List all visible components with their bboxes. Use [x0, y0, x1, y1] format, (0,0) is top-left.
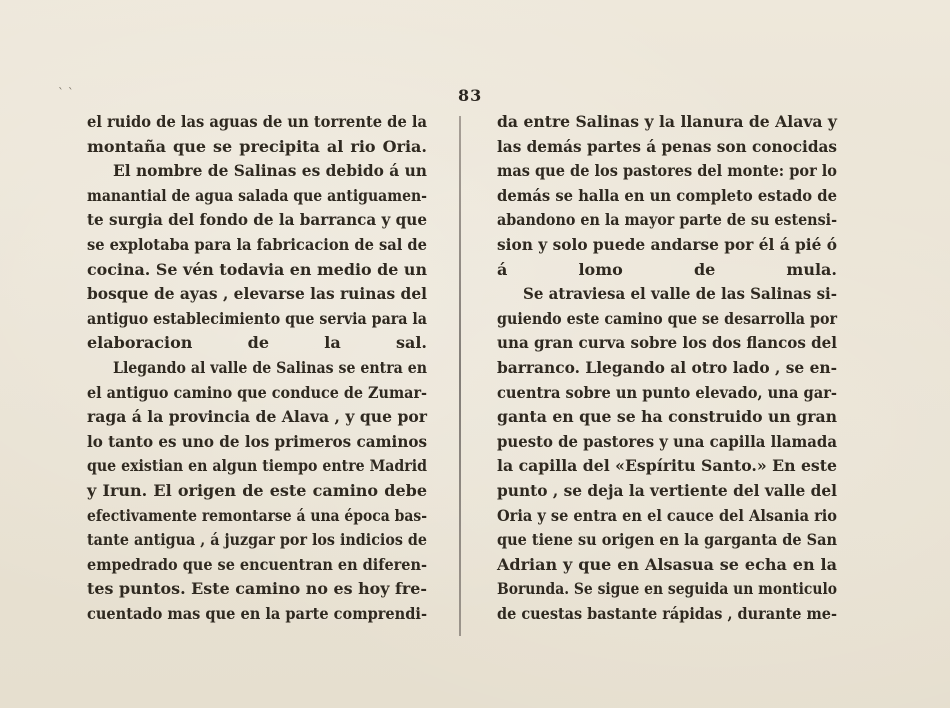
text-line: efectivamente remontarse á una época bas- — [87, 505, 427, 525]
text-line: cuentra sobre un punto elevado, una gar- — [497, 382, 837, 402]
page-number: 83 — [458, 86, 483, 105]
text-line: empedrado que se encuentran en diferen- — [87, 554, 427, 574]
text-line: da entre Salinas y la llanura de Alava y — [497, 112, 837, 131]
right-text-column — [497, 110, 837, 626]
text-line: abandono en la mayor parte de su estensi- — [497, 210, 837, 230]
text-line: á lomo de mula. — [497, 259, 837, 279]
text-line: una gran curva sobre los dos flancos del — [497, 333, 837, 353]
text-line: punto , se deja la vertiente del valle del — [497, 480, 837, 500]
text-line: tes puntos. Este camino no es hoy fre- — [87, 579, 427, 599]
text-line: mas que de los pastores del monte: por lo — [497, 161, 837, 181]
text-line: te surgia del fondo de la barranca y que — [87, 210, 427, 230]
text-line: sion y solo puede andarse por él á pié ó — [497, 234, 837, 254]
text-line: barranco. Llegando al otro lado , se en- — [497, 357, 837, 377]
corner-mark: ` ` — [58, 86, 74, 100]
text-line: raga á la provincia de Alava , y que por — [87, 407, 427, 427]
text-line: de cuestas bastante rápidas , durante me- — [497, 603, 837, 623]
text-line: el ruido de las aguas de un torrente de la — [87, 112, 427, 131]
left-text-column — [87, 110, 427, 626]
text-line: tante antigua , á juzgar por los indicios de — [87, 530, 427, 550]
text-line: que tiene su origen en la garganta de San — [497, 530, 837, 550]
text-line: las demás partes á penas son conocidas — [497, 136, 837, 156]
text-line: guiendo este camino que se desarrolla por — [497, 308, 837, 328]
text-line: puesto de pastores y una capilla llamada — [497, 431, 837, 451]
text-line: Se atraviesa el valle de las Salinas si- — [523, 284, 837, 304]
text-line: ganta en que se ha construido un gran — [497, 407, 837, 427]
text-line: Borunda. Se sigue en seguida un monticulo — [497, 579, 837, 599]
text-line: manantial de agua salada que antiguamen- — [87, 185, 427, 205]
text-line: elaboracion de la sal. — [87, 333, 427, 353]
text-line: Adrian y que en Alsasua se echa en la — [497, 554, 837, 574]
text-line: montaña que se precipita al rio Oria. — [87, 136, 427, 156]
text-line: demás se halla en un completo estado de — [497, 185, 837, 205]
column-divider — [459, 116, 461, 636]
text-line: cuentado mas que en la parte comprendi- — [87, 603, 427, 623]
text-line: bosque de ayas , elevarse las ruinas del — [87, 284, 427, 304]
text-line: El nombre de Salinas es debido á un — [113, 161, 427, 181]
text-line: y Irun. El origen de este camino debe — [87, 480, 427, 500]
text-line: antiguo establecimiento que servia para la — [87, 308, 427, 328]
text-line: Llegando al valle de Salinas se entra en — [113, 357, 427, 377]
text-line: cocina. Se vén todavia en medio de un — [87, 259, 427, 279]
text-line: la capilla del «Espíritu Santo.» En este — [497, 456, 837, 476]
text-line: que existian en algun tiempo entre Madrid — [87, 456, 427, 476]
text-line: se explotaba para la fabricacion de sal de — [87, 234, 427, 254]
text-line: el antiguo camino que conduce de Zumar- — [87, 382, 427, 402]
text-line: lo tanto es uno de los primeros caminos — [87, 431, 427, 451]
text-line: Oria y se entra en el cauce del Alsania rio — [497, 505, 837, 525]
